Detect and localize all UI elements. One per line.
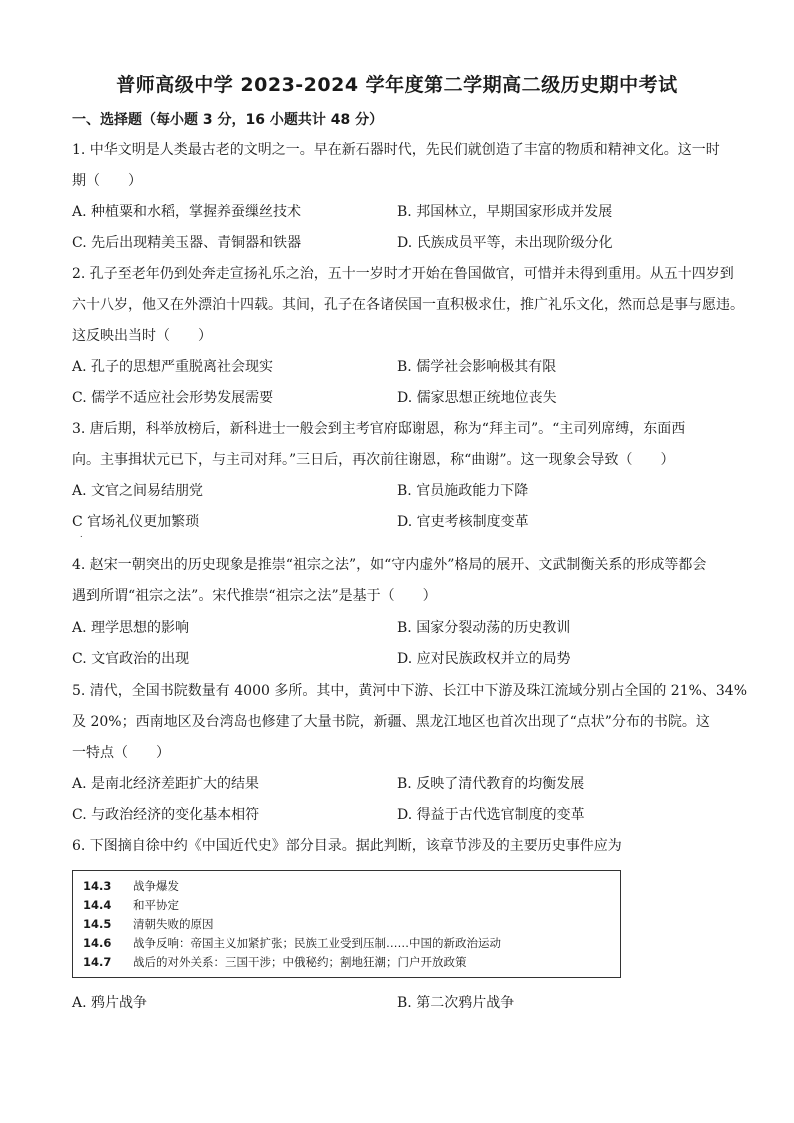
q2-line-2: 六十八岁，他又在外漂泊十四载。其间，孔子在各诸侯国一直积极求仕，推广礼乐文化，然而总是事与愿违。 (72, 297, 744, 313)
q1-option-d: D. 氏族成员平等，未出现阶级分化 (397, 235, 613, 251)
q2-option-a: A. 孔子的思想严重脱离社会现实 (72, 359, 274, 375)
q2-option-c: C. 儒学不适应社会形势发展需要 (72, 390, 274, 406)
toc-row (83, 916, 214, 932)
q4-option-c: C. 文官政治的出现 (72, 651, 190, 667)
q2-option-b: B. 儒学社会影响极其有限 (397, 359, 557, 375)
stray-mark: . (80, 530, 83, 539)
toc-number: 14.5 (83, 917, 112, 931)
exam-title: 普师高级中学 2023-2024 学年度第二学期高二级历史期中考试 (116, 74, 678, 96)
q5-line-1: 5. 清代，全国书院数量有 4000 多所。其中，黄河中下游、长江中下游及珠江流域分别占全国的 21%、34% (72, 683, 748, 699)
q2-line-1: 2. 孔子至老年仍到处奔走宣扬礼乐之治，五十一岁时才开始在鲁国做官，可惜并未得到重用。从五十四岁到 (72, 266, 734, 282)
toc-row (83, 935, 501, 951)
section-heading: 一、选择题（每小题 3 分，16 小题共计 48 分） (72, 112, 384, 128)
q4-line-1: 4. 赵宋一朝突出的历史现象是推崇“祖宗之法”，如“守内虚外”格局的展开、文武制衡关系的形成等都会 (72, 557, 707, 573)
toc-text: 清朝失败的原因 (133, 917, 214, 931)
q5-option-a: A. 是南北经济差距扩大的结果 (72, 776, 260, 792)
q3-option-b: B. 官员施政能力下降 (397, 483, 529, 499)
q1-option-a: A. 种植粟和水稻，掌握养蚕缫丝技术 (72, 204, 302, 220)
q4-option-a: A. 理学思想的影响 (72, 620, 190, 636)
q6-option-a: A. 鸦片战争 (72, 995, 148, 1011)
q3-option-c: C 官场礼仪更加繁琐 (72, 514, 200, 530)
toc-number: 14.6 (83, 936, 112, 950)
toc-text: 和平协定 (133, 898, 179, 912)
toc-text: 战后的对外关系：三国干涉；中俄秘约；割地狂潮；门户开放政策 (133, 955, 467, 969)
q1-option-c: C. 先后出现精美玉器、青铜器和铁器 (72, 235, 302, 251)
toc-text: 战争反响：帝国主义加紧扩张；民族工业受到压制……中国的新政治运动 (133, 936, 501, 950)
toc-row (83, 878, 179, 894)
q1-line-1: 1. 中华文明是人类最古老的文明之一。早在新石器时代，先民们就创造了丰富的物质和精神文化。这一时 (72, 142, 720, 158)
toc-number: 14.4 (83, 898, 112, 912)
q5-option-b: B. 反映了清代教育的均衡发展 (397, 776, 585, 792)
q5-option-c: C. 与政治经济的变化基本相符 (72, 807, 260, 823)
toc-text: 战争爆发 (133, 879, 179, 893)
q5-line-2: 及 20%；西南地区及台湾岛也修建了大量书院，新疆、黑龙江地区也首次出现了“点状”分布的书院。这 (72, 714, 710, 730)
q4-line-2: 遇到所谓“祖宗之法”。宋代推崇“祖宗之法”是基于（ ） (72, 588, 437, 604)
q3-option-a: A. 文官之间易结朋党 (72, 483, 204, 499)
toc-number: 14.3 (83, 879, 112, 893)
toc-excerpt-box (72, 870, 621, 978)
q4-option-d: D. 应对民族政权并立的局势 (397, 651, 571, 667)
q3-line-1: 3. 唐后期，科举放榜后，新科进士一般会到主考官府邸谢恩，称为“拜主司”。“主司列席缚，东面西 (72, 421, 686, 437)
q1-line-2: 期（ ） (72, 173, 142, 189)
q6-line-1: 6. 下图摘自徐中约《中国近代史》部分目录。据此判断，该章节涉及的主要历史事件应为 (72, 838, 622, 854)
q3-line-2: 向。主事揖状元已下，与主司对拜。”三日后，再次前往谢恩，称“曲谢”。这一现象会导致（ ） (72, 452, 675, 468)
q4-option-b: B. 国家分裂动荡的历史教训 (397, 620, 571, 636)
q6-option-b: B. 第二次鸦片战争 (397, 995, 515, 1011)
toc-row (83, 897, 179, 913)
q5-option-d: D. 得益于古代选官制度的变革 (397, 807, 585, 823)
q3-option-d: D. 官吏考核制度变革 (397, 514, 529, 530)
q2-line-3: 这反映出当时（ ） (72, 328, 212, 344)
q1-option-b: B. 邦国林立，早期国家形成并发展 (397, 204, 613, 220)
toc-number: 14.7 (83, 955, 112, 969)
q2-option-d: D. 儒家思想正统地位丧失 (397, 390, 557, 406)
q5-line-3: 一特点（ ） (72, 745, 170, 761)
toc-row (83, 954, 467, 970)
